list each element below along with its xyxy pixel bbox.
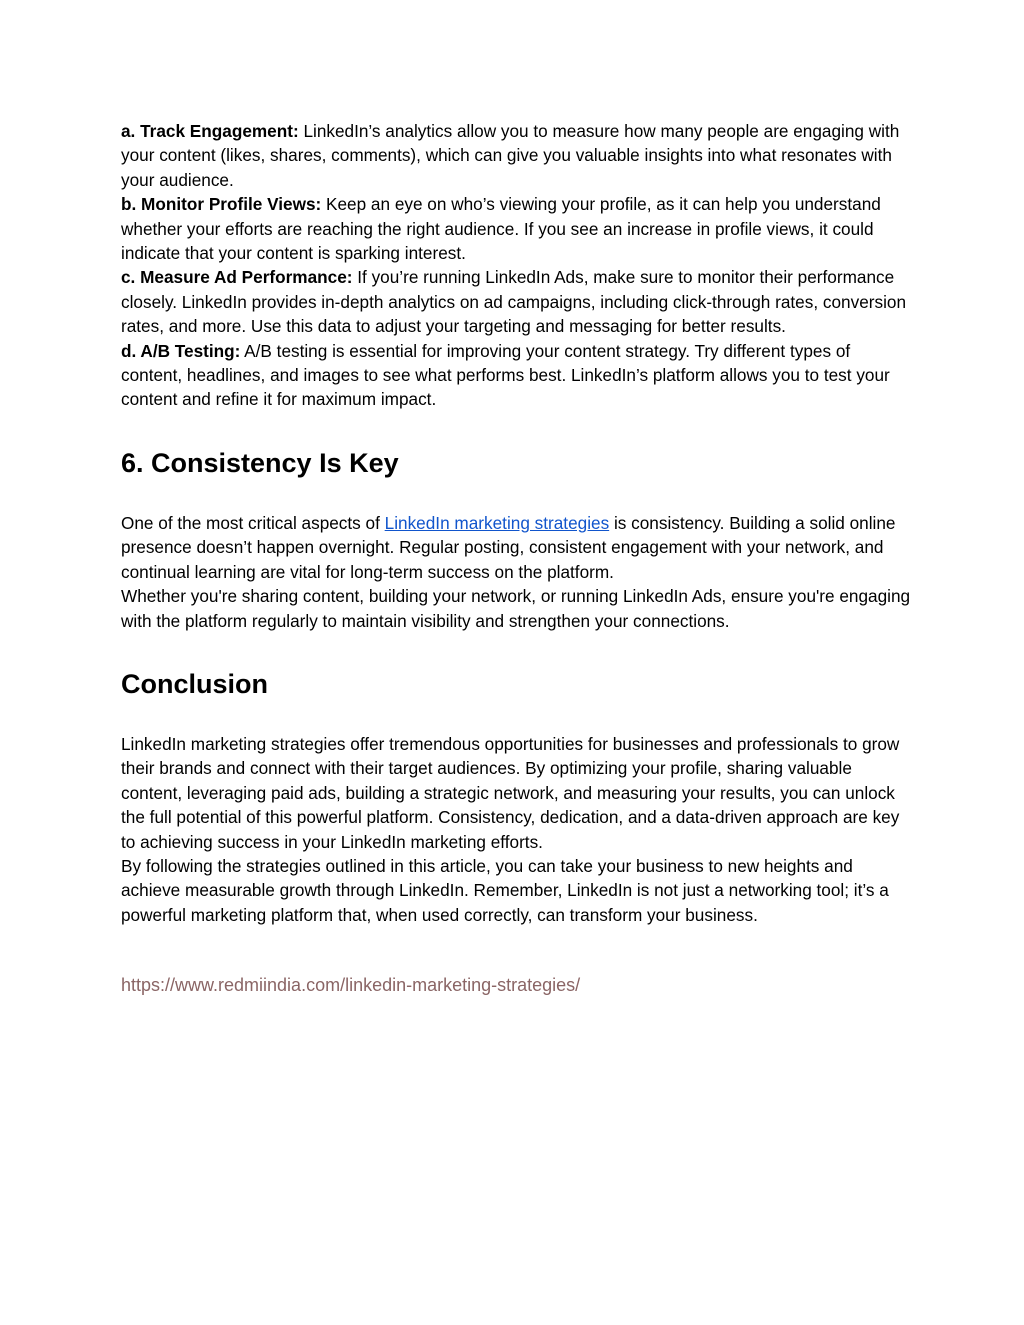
ab-testing-paragraph — [121, 339, 914, 412]
consistency-heading: 6. Consistency Is Key — [121, 447, 399, 478]
consistency-p1-before: One of the most critical aspects of — [121, 512, 385, 533]
source-url: https://www.redmiindia.com/linkedin-marketing-strategies/ — [121, 975, 581, 996]
profile-views-lead: b. Monitor Profile Views: — [121, 194, 322, 215]
conclusion-heading: Conclusion — [121, 668, 268, 699]
consistency-paragraph-2: Whether you're sharing content, building your network, or running LinkedIn Ads, ensure you're engaging with the platform regularly to maintain visibility and strengthen your connections. — [121, 586, 911, 631]
conclusion-paragraph-2: By following the strategies outlined in this article, you can take your business to new heights and achieve measurable growth through LinkedIn. Remember, LinkedIn is not just a networking tool; it’s a powerful marketing platform that, when used correctly, can transform your business. — [121, 855, 889, 925]
profile-views-text: Keep an eye on who’s viewing your profile, as it can help you understand whether your efforts are reaching the right audience. If you see an increase in profile views, it could indicate that your content is sparking interest. — [121, 194, 881, 264]
ad-performance-paragraph — [121, 265, 914, 338]
ab-testing-lead: d. A/B Testing: — [121, 340, 241, 361]
consistency-paragraph-1 — [121, 511, 914, 584]
ab-testing-text: A/B testing is essential for improving your content strategy. Try different types of content, headlines, and images to see what performs best. LinkedIn’s platform allows you to test your content and refine it for maximum impact. — [121, 340, 890, 410]
ad-performance-text: If you’re running LinkedIn Ads, make sure to monitor their performance closely. LinkedIn provides in-depth analytics on ad campaigns, including click-through rates, conversion rates, and more. Use this data to adjust your targeting and messaging for better results. — [121, 267, 907, 337]
track-engagement-lead: a. Track Engagement: — [121, 121, 299, 141]
ad-performance-lead: c. Measure Ad Performance: — [121, 267, 353, 288]
track-engagement-paragraph — [121, 119, 914, 192]
conclusion-paragraph-1: LinkedIn marketing strategies offer tremendous opportunities for businesses and professionals to grow their brands and connect with their target audiences. By optimizing your profile, sharing valuable content, leveraging paid ads, building a strategic network, and measuring your results, you can unlock the full potential of this powerful platform. Consistency, dedication, and a data-driven approach are key to achieving success in your LinkedIn marketing efforts. — [121, 733, 900, 852]
track-engagement-text: LinkedIn’s analytics allow you to measure how many people are engaging with your content (likes, shares, comments), which can give you valuable insights into what resonates with your audience. — [121, 121, 900, 190]
consistency-p1-after: is consistency. Building a solid online presence doesn’t happen overnight. Regular posting, consistent engagement with your network, and continual learning are vital for long-term success on the platform. — [121, 512, 896, 582]
profile-views-paragraph — [121, 192, 914, 265]
linkedin-marketing-strategies-link[interactable]: LinkedIn marketing strategies — [384, 512, 610, 533]
